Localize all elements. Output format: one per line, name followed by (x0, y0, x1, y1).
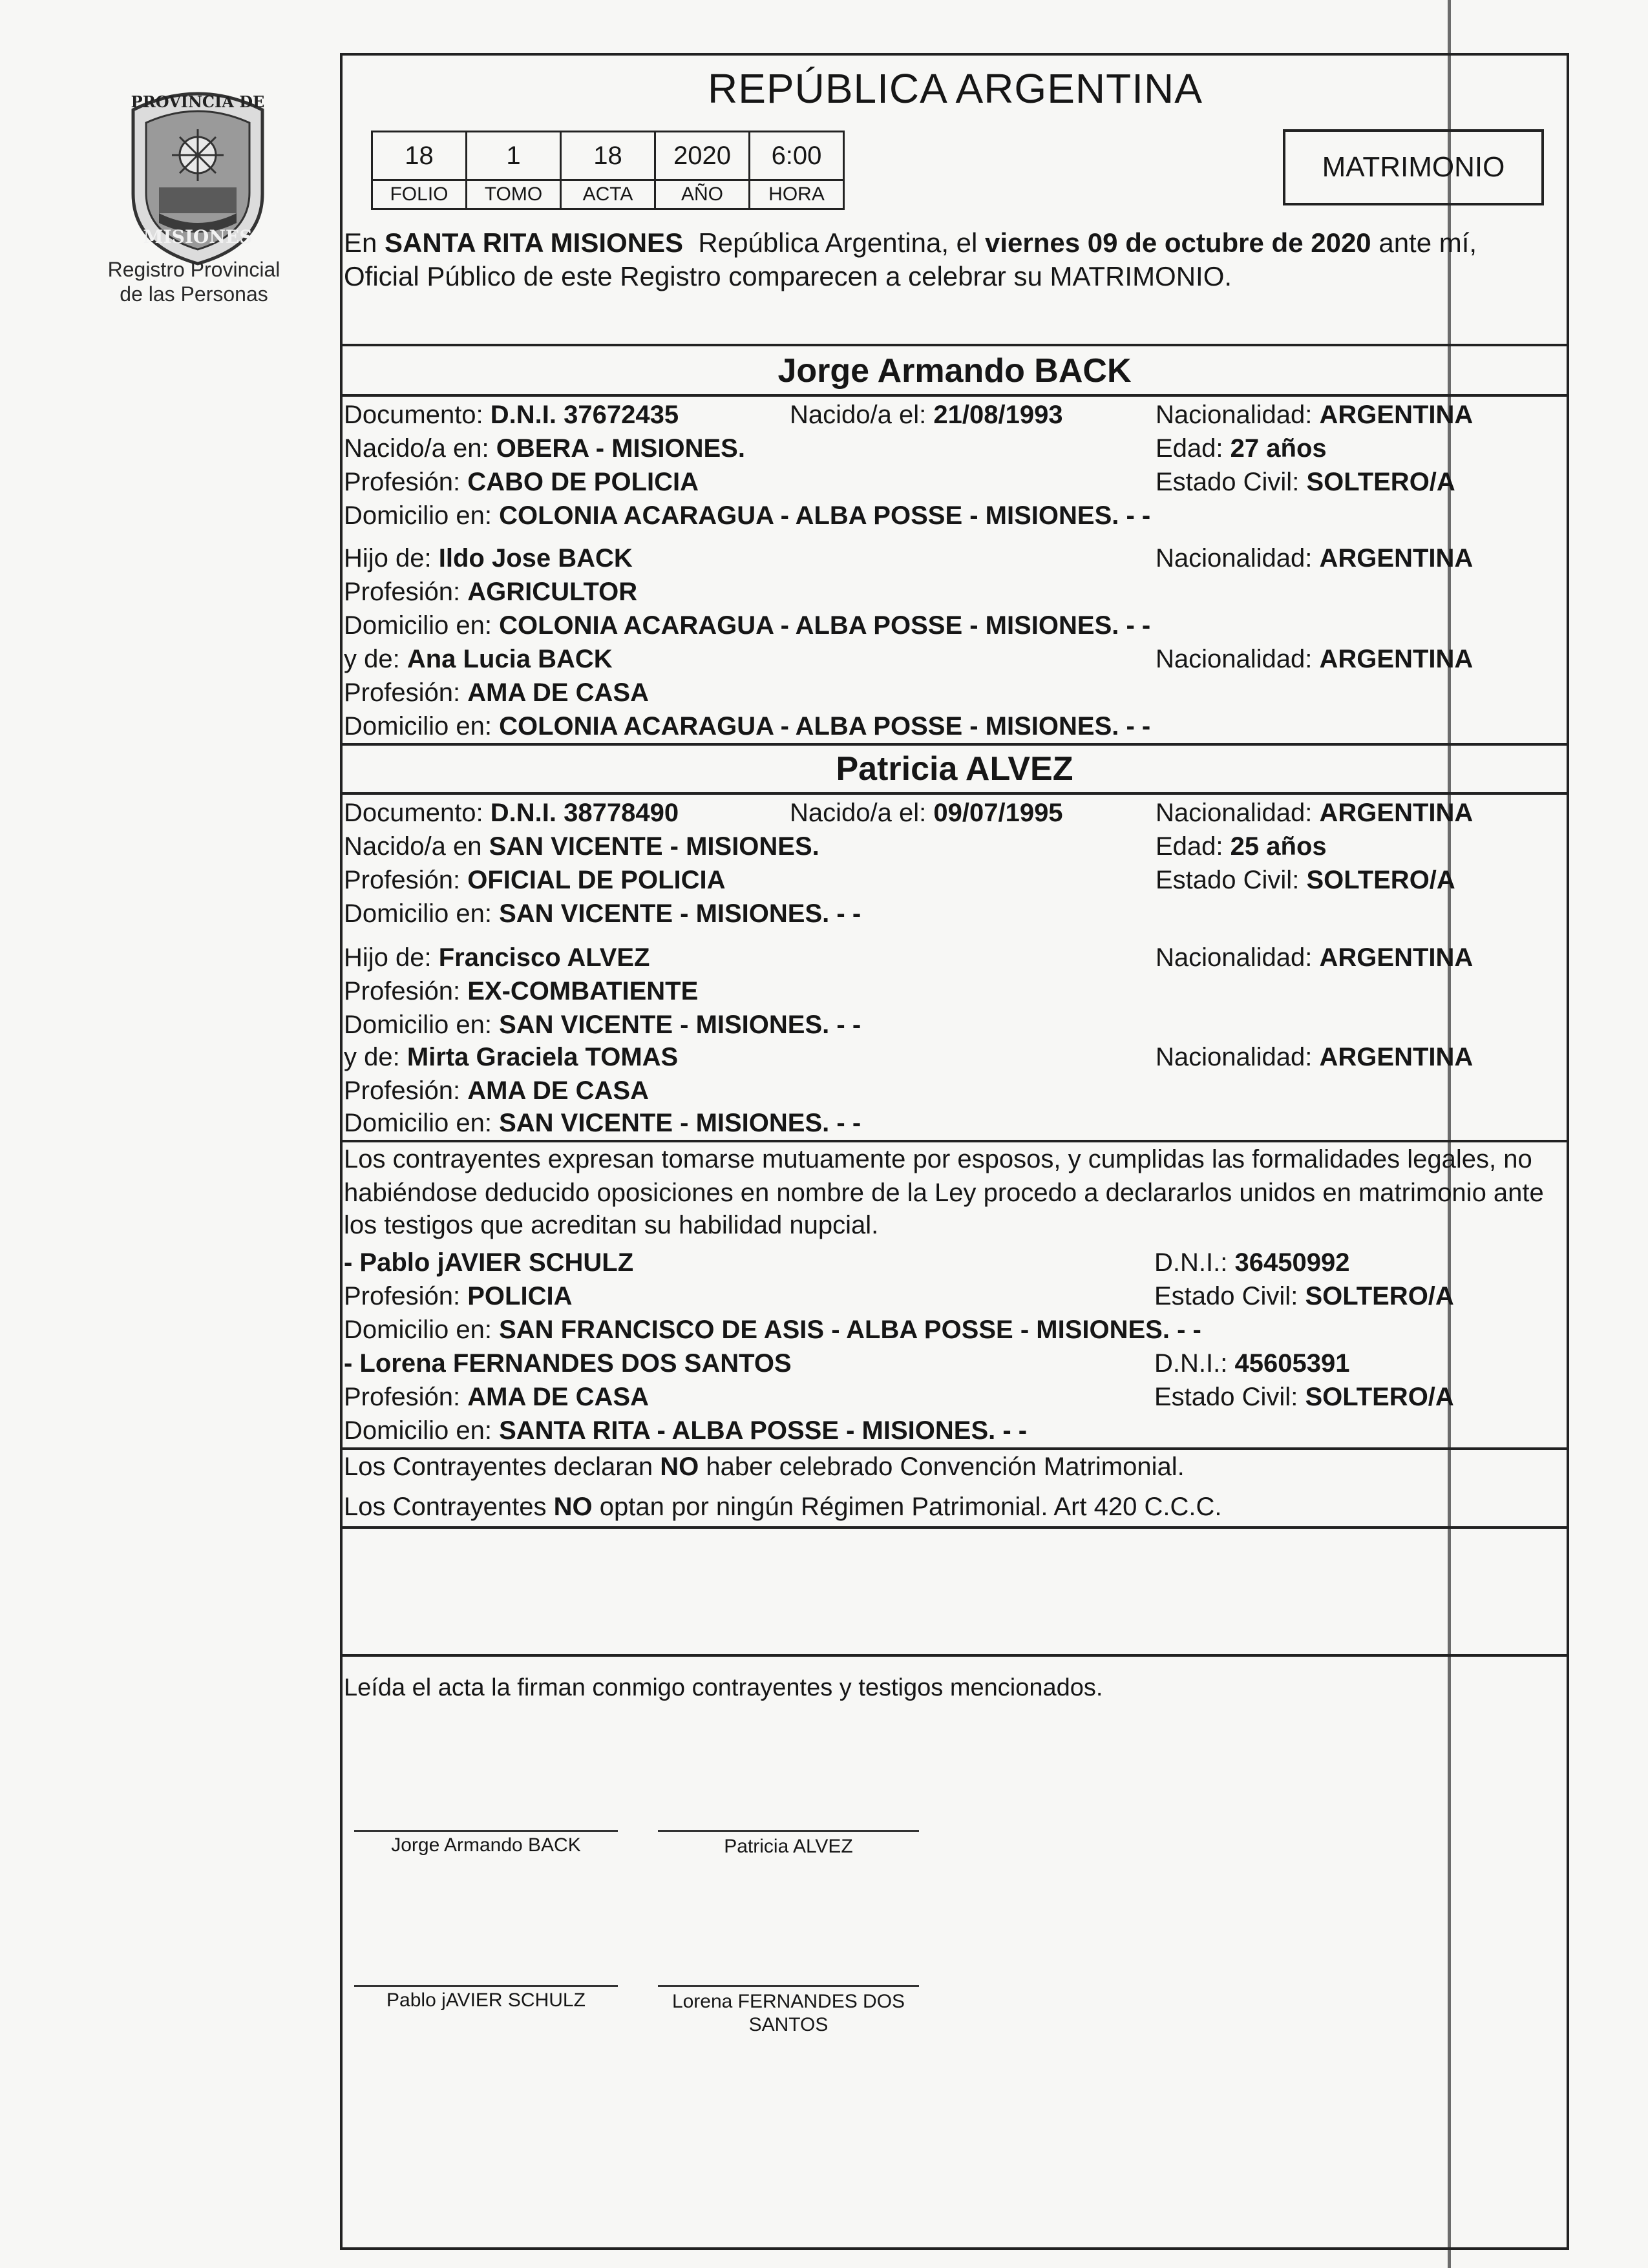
witness-1-dni: D.N.I.: 36450992 (1154, 1248, 1350, 1277)
folio-label: FOLIO (372, 180, 467, 209)
bride-padre-profesion: Profesión: EX-COMBATIENTE (344, 977, 699, 1005)
bride-padre-domicilio: Domicilio en: SAN VICENTE - MISIONES. - - (344, 1011, 861, 1039)
groom-nacido-en: Nacido/a en: OBERA - MISIONES. (344, 434, 745, 463)
declaration-line-2: habiéndose deducido oposiciones en nombre de la Ley procedo a declararlos unidos en matrimonio ante (344, 1179, 1544, 1207)
bride-nacido-en: Nacido/a en SAN VICENTE - MISIONES. (344, 832, 819, 861)
bride-madre-profesion: Profesión: AMA DE CASA (344, 1076, 649, 1105)
witness-1-domicilio: Domicilio en: SAN FRANCISCO DE ASIS - ALBA POSSE - MISIONES. - - (344, 1316, 1201, 1344)
anio-value: 2020 (655, 132, 750, 180)
divider (340, 743, 1569, 746)
document-type-box: MATRIMONIO (1283, 129, 1544, 205)
page-title: REPÚBLICA ARGENTINA (708, 65, 1203, 112)
signature-bride: Patricia ALVEZ (724, 1836, 853, 1857)
groom-madre: y de: Ana Lucia BACK (344, 645, 613, 673)
groom-padre: Hijo de: Ildo Jose BACK (344, 544, 633, 572)
groom-profesion: Profesión: CABO DE POLICIA (344, 468, 699, 496)
witness-2-profesion: Profesión: AMA DE CASA (344, 1383, 649, 1411)
witness-2-name: - Lorena FERNANDES DOS SANTOS (344, 1349, 792, 1378)
intro-line-2: Oficial Público de este Registro comparecen a celebrar su MATRIMONIO. (344, 261, 1232, 291)
bride-estado-civil: Estado Civil: SOLTERO/A (1156, 866, 1455, 894)
divider (340, 1654, 1569, 1657)
signature-groom: Jorge Armando BACK (391, 1834, 581, 1856)
witness-2-domicilio: Domicilio en: SANTA RITA - ALBA POSSE - MISIONES. - - (344, 1416, 1028, 1445)
divider (340, 1526, 1569, 1529)
groom-name: Jorge Armando BACK (777, 352, 1132, 390)
anio-label: AÑO (655, 180, 750, 209)
provincia-misiones-seal (120, 84, 275, 266)
seal-text-top: PROVINCIA DE (131, 92, 265, 111)
bride-domicilio: Domicilio en: SAN VICENTE - MISIONES. - - (344, 899, 861, 928)
signature-witness-1: Pablo jAVIER SCHULZ (386, 1990, 586, 2011)
divider (340, 792, 1569, 795)
bride-name: Patricia ALVEZ (836, 750, 1073, 788)
groom-nacionalidad: Nacionalidad: ARGENTINA (1156, 401, 1474, 429)
divider (340, 1140, 1569, 1142)
groom-padre-domicilio: Domicilio en: COLONIA ACARAGUA - ALBA POSSE - MISIONES. - - (344, 611, 1151, 640)
closing-statement: Leída el acta la firman conmigo contrayentes y testigos mencionados. (344, 1674, 1103, 1701)
signature-line-groom (354, 1830, 618, 1832)
signature-witness-2: Lorena FERNANDES DOS SANTOS (671, 1991, 905, 2035)
groom-documento: Documento: D.N.I. 37672435 (344, 401, 679, 429)
witness-2-dni: D.N.I.: 45605391 (1154, 1349, 1350, 1378)
bride-madre: y de: Mirta Graciela TOMAS (344, 1043, 679, 1071)
bride-documento: Documento: D.N.I. 38778490 (344, 799, 679, 827)
groom-madre-domicilio: Domicilio en: COLONIA ACARAGUA - ALBA POSSE - MISIONES. - - (344, 712, 1151, 740)
bride-nacido-el: Nacido/a el: 09/07/1995 (790, 799, 1063, 827)
bride-nacionalidad: Nacionalidad: ARGENTINA (1156, 799, 1474, 827)
bride-padre-nacionalidad: Nacionalidad: ARGENTINA (1156, 943, 1474, 972)
groom-madre-nacionalidad: Nacionalidad: ARGENTINA (1156, 645, 1474, 673)
witness-1-profesion: Profesión: POLICIA (344, 1282, 573, 1310)
convention-line-1: Los Contrayentes declaran NO haber celebrado Convención Matrimonial. (344, 1453, 1185, 1481)
divider (340, 1447, 1569, 1450)
intro-line-1: En SANTA RITA MISIONES República Argentina, el viernes 09 de octubre de 2020 ante mí, (344, 227, 1477, 258)
groom-estado-civil: Estado Civil: SOLTERO/A (1156, 468, 1455, 496)
convention-line-2: Los Contrayentes NO optan por ningún Régimen Patrimonial. Art 420 C.C.C. (344, 1493, 1222, 1521)
acta-label: ACTA (561, 180, 655, 209)
groom-domicilio: Domicilio en: COLONIA ACARAGUA - ALBA POSSE - MISIONES. - - (344, 501, 1151, 530)
seal-text-bottom: MISIONES (143, 226, 253, 247)
hora-label: HORA (750, 180, 844, 209)
witness-2-estado-civil: Estado Civil: SOLTERO/A (1154, 1383, 1454, 1411)
tomo-label: TOMO (467, 180, 561, 209)
divider (340, 344, 1569, 346)
groom-padre-nacionalidad: Nacionalidad: ARGENTINA (1156, 544, 1474, 572)
signature-line-bride (658, 1830, 919, 1832)
groom-edad: Edad: 27 años (1156, 434, 1327, 463)
groom-madre-profesion: Profesión: AMA DE CASA (344, 678, 649, 707)
signature-line-witness-2 (658, 1985, 919, 1987)
acta-value: 18 (561, 132, 655, 180)
signature-line-witness-1 (354, 1985, 618, 1987)
declaration-line-3: los testigos que acreditan su habilidad nupcial. (344, 1211, 879, 1239)
bride-padre: Hijo de: Francisco ALVEZ (344, 943, 650, 972)
bride-madre-domicilio: Domicilio en: SAN VICENTE - MISIONES. - - (344, 1109, 861, 1137)
bride-profesion: Profesión: OFICIAL DE POLICIA (344, 866, 726, 894)
registry-caption: Registro Provincial de las Personas (107, 258, 280, 306)
witness-1-estado-civil: Estado Civil: SOLTERO/A (1154, 1282, 1454, 1310)
groom-nacido-el: Nacido/a el: 21/08/1993 (790, 401, 1063, 429)
folio-value: 18 (372, 132, 467, 180)
declaration-line-1: Los contrayentes expresan tomarse mutuamente por esposos, y cumplidas las formalidades legales, no (344, 1145, 1532, 1173)
divider (340, 394, 1569, 397)
witness-1-name: - Pablo jAVIER SCHULZ (344, 1248, 634, 1277)
bride-madre-nacionalidad: Nacionalidad: ARGENTINA (1156, 1043, 1474, 1071)
groom-padre-profesion: Profesión: AGRICULTOR (344, 578, 638, 606)
bride-edad: Edad: 25 años (1156, 832, 1327, 861)
tomo-value: 1 (467, 132, 561, 180)
hora-value: 6:00 (750, 132, 844, 180)
acta-register-table (371, 131, 845, 210)
